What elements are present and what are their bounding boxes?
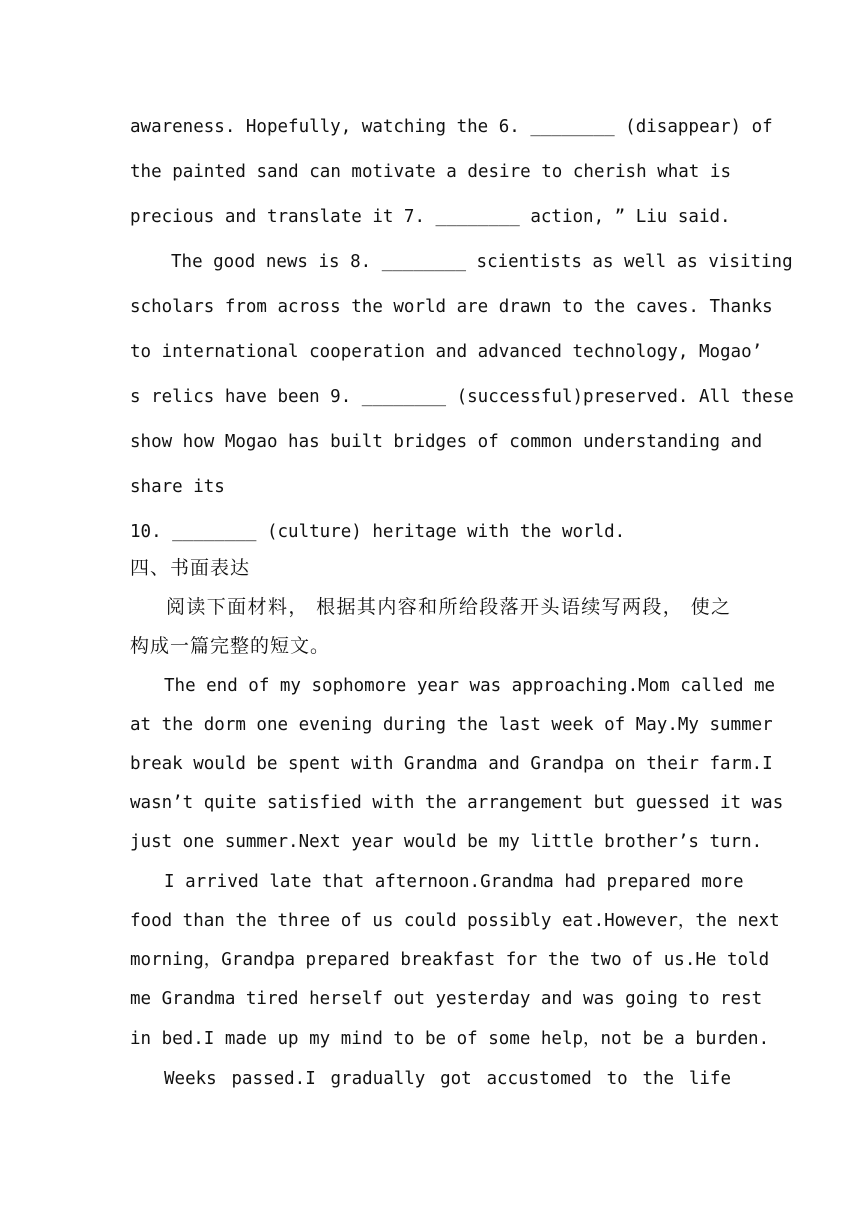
- passage-line: show how Mogao has built bridges of common understanding and: [130, 432, 763, 452]
- instruction-line: 阅读下面材料， 根据其内容和所给段落开头语续写两段， 使之: [166, 596, 731, 618]
- section-heading: 四、书面表达: [130, 557, 251, 579]
- story-line: wasn’t quite satisfied with the arrangement but guessed it was: [130, 793, 784, 813]
- passage-line: s relics have been 9. ________ (successful)preserved. All these: [130, 387, 794, 407]
- passage-line: 10. ________ (culture) heritage with the world.: [130, 522, 626, 542]
- passage-line: to international cooperation and advanced technology, Mogao’: [130, 342, 763, 362]
- passage-line: The good news is 8. ________ scientists as well as visiting: [171, 252, 793, 272]
- passage-line: precious and translate it 7. ________ action, ” Liu said.: [130, 207, 731, 227]
- story-line: at the dorm one evening during the last week of May.My summer: [130, 715, 773, 735]
- story-line: The end of my sophomore year was approaching.Mom called me: [164, 676, 776, 696]
- story-line: morning，Grandpa prepared breakfast for the two of us.He told: [130, 950, 770, 970]
- story-line: food than the three of us could possibly eat.However，the next: [130, 911, 780, 931]
- story-line: Weeks passed.I gradually got accustomed to the life: [164, 1069, 731, 1089]
- passage-line: scholars from across the world are drawn to the caves. Thanks: [130, 297, 773, 317]
- story-line: break would be spent with Grandma and Grandpa on their farm.I: [130, 754, 773, 774]
- story-line: in bed.I made up my mind to be of some help，not be a burden.: [130, 1029, 770, 1049]
- story-line: me Grandma tired herself out yesterday and was going to rest: [130, 989, 763, 1009]
- passage-line: awareness. Hopefully, watching the 6. ________ (disappear) of: [130, 117, 773, 137]
- story-line: just one summer.Next year would be my little brother’s turn.: [130, 832, 763, 852]
- passage-line: the painted sand can motivate a desire to cherish what is: [130, 162, 731, 182]
- story-line: I arrived late that afternoon.Grandma had prepared more: [164, 872, 744, 892]
- instruction-line: 构成一篇完整的短文。: [130, 635, 331, 657]
- passage-line: share its: [130, 477, 225, 497]
